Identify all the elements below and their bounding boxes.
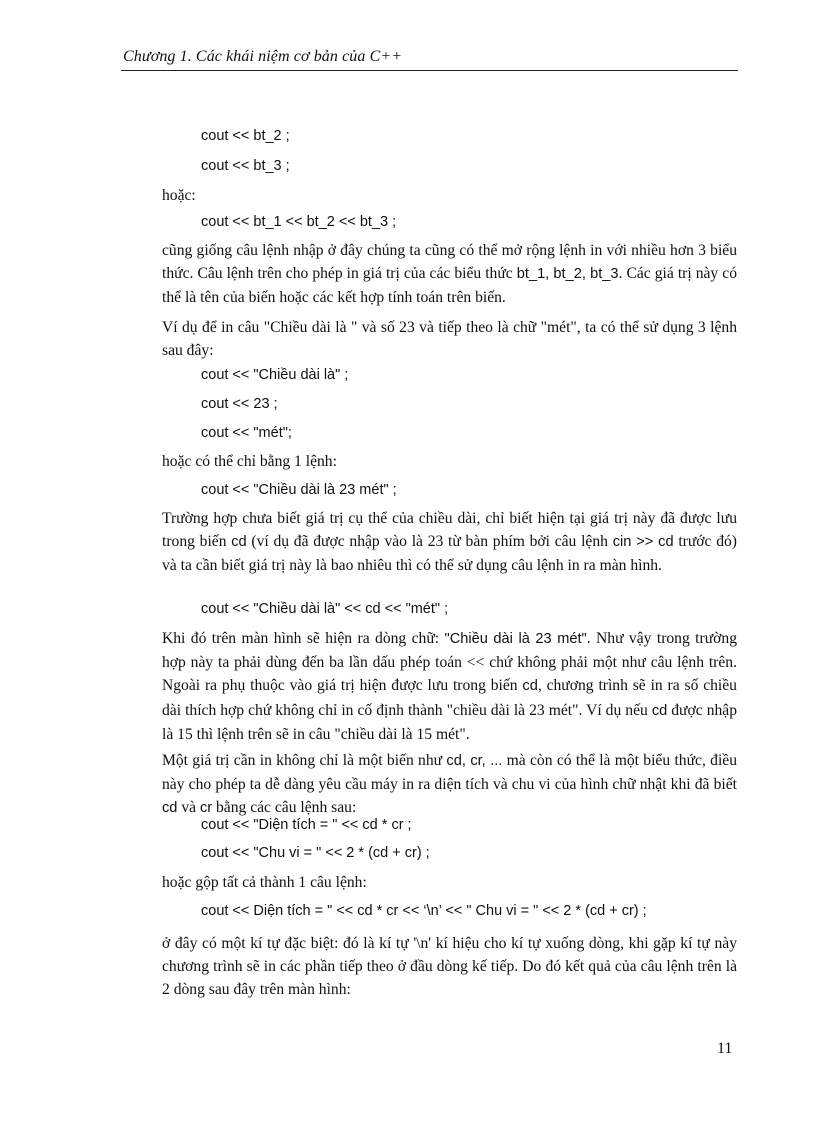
code-line: cout << bt_2 ;: [201, 128, 290, 144]
paragraph-text: hoặc:: [162, 187, 196, 204]
code-line: cout << bt_3 ;: [201, 158, 290, 174]
paragraph: ở đây có một kí tự đặc biệt: đó là kí tự '\n' kí hiệu cho kí tự xuống dòng, khi gặp kí tự này chương trình sẽ in các phần tiếp theo ở đầu dòng kế tiếp. Do đó kết quả của câu lệnh trên là 2 dòng sau đây trên màn hình:: [162, 935, 737, 999]
paragraph: Trường hợp chưa biết giá trị cụ thể của chiều dài, chỉ biết hiện tại giá trị này đã được lưu trong biến cd (ví dụ đã được nhập vào là 23 từ bàn phím bởi câu lệnh cin >> cd trước đó) và ta cần biết giá trị này là bao nhiêu thì có thể sử dụng câu lệnh in ra màn hình.: [162, 510, 738, 575]
paragraph: cũng giống câu lệnh nhập ở đây chúng ta cũng có thể mở rộng lệnh in với nhiều hơn 3 biểu thức. Câu lệnh trên cho phép in giá trị của các biểu thức bt_1, bt_2, bt_3. Các giá trị này có thể là tên của biến hoặc các kết hợp tính toán trên biến.: [162, 242, 737, 307]
header-rule: [121, 70, 738, 71]
page-number: 11: [717, 1040, 733, 1057]
code-line: cout << "mét";: [201, 425, 292, 441]
code-line: cout << Diện tích = " << cd * cr << ‘\n’ << " Chu vi = " << 2 * (cd + cr) ;: [201, 903, 647, 919]
code-line: cout << "Chu vi = " << 2 * (cd + cr) ;: [201, 845, 430, 861]
paragraph-text: hoặc gộp tất cả thành 1 câu lệnh:: [162, 874, 367, 891]
code-line: cout << "Diện tích = " << cd * cr ;: [201, 817, 412, 833]
paragraph: Ví dụ để in câu "Chiều dài là " và số 23 và tiếp theo là chữ "mét", ta có thể sử dụng 3 lệnh sau đây:: [162, 319, 737, 360]
code-line: cout << "Chiều dài là" << cd << "mét" ;: [201, 601, 449, 617]
code-line: cout << 23 ;: [201, 396, 278, 412]
paragraph-text: hoặc có thể chỉ bằng 1 lệnh:: [162, 453, 337, 470]
paragraph: Một giá trị cần in không chỉ là một biến như cd, cr, ... mà còn có thể là một biểu thức, điều này cho phép ta dễ dàng yêu cầu máy in ra diện tích và chu vi của hình chữ nhật khi đã biết cd và cr bằng các câu lệnh sau:: [162, 752, 737, 817]
code-line: cout << "Chiều dài là" ;: [201, 367, 349, 383]
paragraph: Khi đó trên màn hình sẽ hiện ra dòng chữ: "Chiều dài là 23 mét". Như vậy trong trường hợp này ta phải dùng đến ba lần dấu phép toán << chứ không phải một như câu lệnh trên. Ngoài ra phụ thuộc vào giá trị hiện được lưu trong biến cd, chương trình sẽ in ra số chiều dài thích hợp chứ không chỉ in cố định thành "chiều dài là 23 mét". Ví dụ nếu cd được nhập là 15 thì lệnh trên sẽ in câu "chiều dài là 15 mét".: [162, 630, 738, 743]
code-line: cout << "Chiều dài là 23 mét" ;: [201, 482, 397, 498]
code-line: cout << bt_1 << bt_2 << bt_3 ;: [201, 214, 397, 230]
running-header: Chương 1. Các khái niệm cơ bản của C++: [123, 48, 403, 65]
